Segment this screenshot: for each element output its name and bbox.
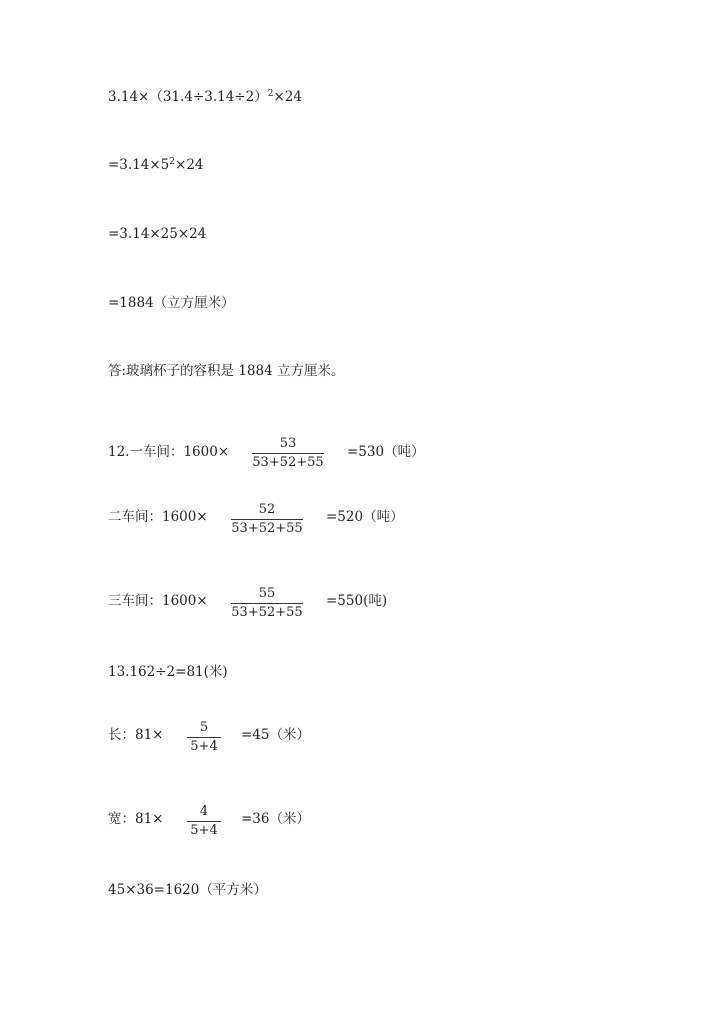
width-result: =36（米） [241,811,310,827]
workshop-2-fraction [231,503,303,536]
width-fraction [187,805,221,838]
calc-line-1 [108,89,302,105]
length-denominator: 5+4 [190,739,218,754]
workshop-3-fraction [231,587,303,620]
length-result: =45（米） [241,727,310,743]
workshop-2-numerator: 52 [258,502,276,517]
workshop-1-label: 12.一车间：1600× [108,444,230,460]
calc-line-1-tail: ×24 [273,89,302,105]
calc-line-2-tail: ×24 [175,157,204,173]
width-label: 宽：81× [108,811,164,827]
workshop-3-label: 三车间：1600× [108,593,208,609]
calc-line-1-main: 3.14×（31.4÷3.14÷2） [108,89,268,105]
workshop-3-numerator: 55 [258,586,276,601]
workshop-1-fraction [252,437,324,470]
workshop-3-denominator: 53+52+55 [231,605,303,620]
length-numerator: 5 [199,720,209,735]
width-numerator: 4 [199,804,209,819]
width-denominator: 5+4 [190,823,218,838]
workshop-1-numerator: 53 [279,436,297,451]
length-label: 长：81× [108,727,164,743]
workshop-2-result: =520（吨） [326,509,404,525]
workshop-1-denominator: 53+52+55 [252,455,324,470]
calc-line-2-main: =3.14×5 [108,157,170,173]
area-line: 45×36=1620（平方米） [108,882,267,898]
workshop-2-label: 二车间：1600× [108,509,208,525]
workshop-2-denominator: 53+52+55 [231,521,303,536]
calc-line-1-exponent: 2 [267,89,274,99]
calc-line-3: =3.14×25×24 [108,226,207,242]
half-perimeter-line: 13.162÷2=81(米) [108,664,228,680]
workshop-3-result: =550(吨) [326,593,388,609]
length-fraction [187,721,221,754]
calc-line-2 [108,157,204,173]
answer-line: 答:玻璃杯子的容积是 1884 立方厘米。 [108,363,345,379]
calc-line-2-exponent: 2 [169,157,176,167]
calc-line-4: =1884（立方厘米） [108,295,235,311]
workshop-1-result: =530（吨） [347,444,425,460]
